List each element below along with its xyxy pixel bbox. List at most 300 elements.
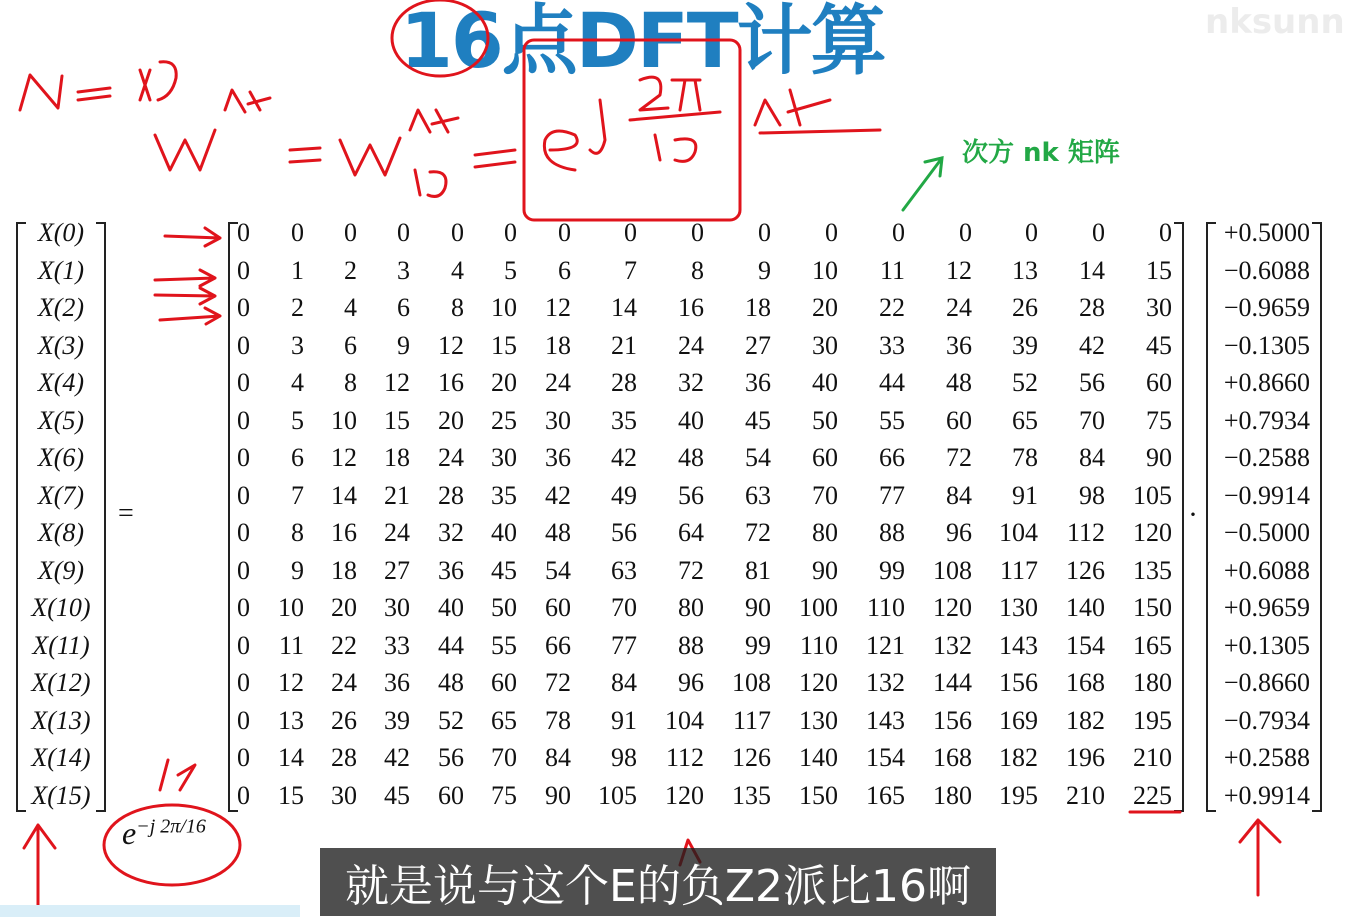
matrix-cell: 154 (866, 743, 905, 772)
matrix-cell: 98 (611, 743, 637, 772)
matrix-cell: 33 (384, 630, 410, 660)
multiply-dot: · (1188, 498, 1198, 531)
hw-16 (140, 62, 176, 100)
value-cell: −0.1305 (1223, 330, 1310, 360)
matrix-cell: 55 (491, 630, 517, 660)
matrix-cell: 39 (384, 705, 410, 735)
x-label: X(13) (31, 705, 91, 735)
x-label: X(11) (32, 630, 90, 660)
matrix-cell: 10 (491, 293, 517, 322)
matrix-cell: 22 (331, 630, 357, 660)
value-cell: +0.7934 (1223, 405, 1310, 435)
matrix-cell: 81 (745, 555, 771, 585)
matrix-cell: 7 (624, 255, 637, 285)
matrix-cell: 110 (866, 593, 905, 622)
hw-j (590, 100, 605, 153)
hw-nk2 (410, 110, 458, 132)
x-label: X(4) (37, 368, 85, 397)
matrix-cell: 39 (1012, 330, 1038, 360)
matrix-cell: 0 (624, 218, 637, 247)
matrix-cell: 36 (745, 368, 771, 397)
x-label: X(3) (37, 330, 85, 360)
subtitle-caption: 就是说与这个E的负Z2派比16啊 (320, 848, 996, 916)
x-label: X(15) (31, 780, 91, 810)
matrix-cell: 0 (558, 218, 571, 247)
hw-fracbar (630, 112, 720, 120)
matrix-cell: 12 (946, 255, 972, 285)
matrix-cell: 120 (1133, 518, 1172, 547)
matrix-cell: 40 (438, 593, 464, 622)
twiddle-formula (122, 815, 206, 852)
matrix-cell: 0 (237, 218, 250, 247)
formula-exponent: −j 2π/16 (136, 815, 206, 838)
matrix-cell: 0 (892, 218, 905, 247)
matrix-cell: 30 (812, 330, 838, 360)
matrix-cell: 24 (438, 443, 464, 472)
matrix-cell: 12 (278, 668, 304, 697)
green-arrow (903, 158, 942, 210)
matrix-cell: 9 (291, 555, 304, 585)
matrix-cell: 104 (999, 518, 1038, 547)
matrix-cell: 100 (799, 593, 838, 622)
matrix-cell: 52 (1012, 368, 1038, 397)
x-label: X(8) (37, 518, 85, 547)
matrix-cell: 60 (438, 780, 464, 810)
matrix-cell: 28 (438, 480, 464, 510)
matrix-cell: 24 (678, 330, 704, 360)
matrix-cell: 80 (812, 518, 838, 547)
matrix-cell: 36 (946, 330, 972, 360)
matrix-cell: 108 (732, 668, 771, 697)
matrix-cell: 90 (745, 593, 771, 622)
value-cell: +0.9659 (1223, 593, 1310, 622)
watermark: nksunn (1205, 2, 1345, 42)
matrix-cell: 13 (1012, 255, 1038, 285)
matrix-cell: 72 (678, 555, 704, 585)
matrix-cell: 0 (691, 218, 704, 247)
matrix-cell: 0 (758, 218, 771, 247)
annotation-label: 次方 nk 矩阵 (962, 138, 1120, 168)
matrix-cell: 8 (291, 518, 304, 547)
matrix-cell: 0 (344, 218, 357, 247)
matrix-cell: 75 (1146, 405, 1172, 435)
matrix-cell: 75 (491, 780, 517, 810)
matrix-cell: 195 (999, 780, 1038, 810)
x-label: X(9) (37, 555, 85, 585)
matrix-cell: 60 (491, 668, 517, 697)
matrix-cell: 33 (879, 330, 905, 360)
x-label: X(5) (37, 405, 85, 435)
matrix-cell: 24 (545, 368, 571, 397)
matrix-cell: 180 (933, 780, 972, 810)
matrix-cell: 15 (1146, 255, 1172, 285)
matrix-cell: 90 (545, 780, 571, 810)
matrix-cell: 112 (1066, 518, 1105, 547)
matrix-cell: 12 (438, 330, 464, 360)
matrix-cell: 84 (1079, 443, 1105, 472)
matrix-cell: 126 (1066, 555, 1105, 585)
matrix-cell: 32 (438, 518, 464, 547)
matrix-cell: 40 (678, 405, 704, 435)
matrix-cell: 42 (1079, 330, 1105, 360)
matrix-cell: 45 (491, 555, 517, 585)
matrix-cell: 65 (1012, 405, 1038, 435)
value-cell: +0.6088 (1223, 555, 1310, 585)
matrix-cell: 42 (611, 443, 637, 472)
matrix-cell: 0 (237, 255, 250, 285)
matrix-cell: 13 (278, 705, 304, 735)
matrix-cell: 0 (237, 480, 250, 510)
hw-W2 (340, 138, 400, 175)
x-label: X(6) (37, 443, 85, 472)
matrix-cell: 15 (491, 330, 517, 360)
matrix-cell: 225 (1133, 780, 1172, 810)
matrix-cell: 18 (745, 293, 771, 322)
matrix-cell: 25 (491, 405, 517, 435)
matrix-cell: 72 (946, 443, 972, 472)
matrix-cell: 48 (678, 443, 704, 472)
matrix-cell: 0 (237, 780, 250, 810)
matrix-cell: 45 (1146, 330, 1172, 360)
bottom-strip (0, 905, 300, 917)
matrix-cell: 30 (491, 443, 517, 472)
matrix-cell: 99 (745, 630, 771, 660)
matrix-cell: 105 (598, 780, 637, 810)
matrix-cell: 90 (812, 555, 838, 585)
matrix-cell: 156 (999, 668, 1038, 697)
matrix-cell: 52 (438, 705, 464, 735)
matrix-cell: 120 (665, 780, 704, 810)
x-label: X(12) (31, 668, 91, 697)
matrix-cell: 7 (291, 480, 304, 510)
matrix-cell: 135 (732, 780, 771, 810)
matrix-cell: 0 (237, 555, 250, 585)
matrix-cell: 84 (946, 480, 972, 510)
matrix-cell: 182 (1066, 705, 1105, 735)
matrix-cell: 0 (1159, 218, 1172, 247)
matrix-cell: 0 (237, 630, 250, 660)
matrix-cell: 77 (611, 630, 637, 660)
matrix-cell: 70 (812, 480, 838, 510)
matrix-cell: 20 (438, 405, 464, 435)
matrix-cell: 65 (491, 705, 517, 735)
matrix-cell: 182 (999, 743, 1038, 772)
x-label: X(7) (37, 480, 85, 510)
matrix-cell: 56 (438, 743, 464, 772)
matrix-cell: 120 (799, 668, 838, 697)
value-cell: −0.6088 (1223, 255, 1310, 285)
matrix-cell: 4 (451, 255, 464, 285)
matrix-cell: 16 (331, 518, 357, 547)
matrix-cell: 150 (1133, 593, 1172, 622)
value-cell: +0.8660 (1223, 368, 1310, 397)
matrix-cell: 20 (491, 368, 517, 397)
matrix-cell: 18 (545, 330, 571, 360)
matrix-cell: 90 (1146, 443, 1172, 472)
matrix-cell: 156 (933, 705, 972, 735)
matrix-cell: 117 (999, 555, 1038, 585)
matrix-cell: 140 (1066, 593, 1105, 622)
matrix-cell: 70 (1079, 405, 1105, 435)
matrix-cell: 180 (1133, 668, 1172, 697)
matrix-cell: 0 (237, 593, 250, 622)
matrix-cell: 0 (825, 218, 838, 247)
matrix-cell: 18 (384, 443, 410, 472)
matrix-cell: 60 (1146, 368, 1172, 397)
matrix-cell: 28 (611, 368, 637, 397)
matrix-cell: 143 (866, 705, 905, 735)
matrix-cell: 12 (545, 293, 571, 322)
matrix-cell: 21 (611, 330, 637, 360)
matrix-cell: 24 (946, 293, 972, 322)
matrix-cell: 88 (879, 518, 905, 547)
matrix-cell: 104 (665, 705, 704, 735)
value-cell: −0.8660 (1223, 668, 1310, 697)
matrix-cell: 130 (799, 705, 838, 735)
matrix-cell: 16 (438, 368, 464, 397)
x-label: X(1) (37, 255, 85, 285)
matrix-cell: 42 (384, 743, 410, 772)
matrix-cell: 45 (745, 405, 771, 435)
value-cell: −0.9659 (1223, 293, 1310, 322)
matrix-cell: 0 (237, 705, 250, 735)
matrix-cell: 28 (1079, 293, 1105, 322)
matrix-cell: 0 (237, 743, 250, 772)
matrix-cell: 36 (545, 443, 571, 472)
matrix-cell: 26 (1012, 293, 1038, 322)
x-label: X(14) (31, 743, 91, 772)
matrix-cell: 0 (1025, 218, 1038, 247)
hw-15 (160, 760, 195, 790)
matrix-cell: 54 (745, 443, 771, 472)
matrix-cell: 30 (545, 405, 571, 435)
matrix-cell: 21 (384, 480, 410, 510)
matrix-cell: 195 (1133, 705, 1172, 735)
matrix-cell: 54 (545, 555, 571, 585)
matrix-cell: 11 (879, 255, 905, 285)
matrix-cell: 32 (678, 368, 704, 397)
matrix-cell: 44 (879, 368, 905, 397)
matrix-cell: 0 (237, 293, 250, 322)
matrix-cell: 64 (678, 518, 704, 547)
matrix-cell: 8 (691, 255, 704, 285)
hw-W1 (155, 130, 215, 170)
matrix-cell: 150 (799, 780, 838, 810)
matrix-cell: 12 (384, 368, 410, 397)
matrix-right-bracket (1174, 222, 1184, 812)
matrix-cell: 10 (278, 593, 304, 622)
matrix-cell: 98 (1079, 480, 1105, 510)
matrix-cell: 48 (438, 668, 464, 697)
matrix-cell: 50 (491, 593, 517, 622)
matrix-cell: 0 (397, 218, 410, 247)
matrix-cell: 4 (344, 293, 357, 322)
matrix-cell: 50 (812, 405, 838, 435)
matrix-cell: 0 (237, 443, 250, 472)
matrix-cell: 42 (545, 480, 571, 510)
hw-nk3 (755, 90, 830, 125)
matrix-cell: 0 (237, 330, 250, 360)
matrix-cell: 63 (611, 555, 637, 585)
value-cell: −0.2588 (1223, 443, 1310, 472)
matrix-cell: 0 (291, 218, 304, 247)
formula-base: e (122, 815, 137, 851)
matrix-cell: 35 (491, 480, 517, 510)
matrix-cell: 0 (504, 218, 517, 247)
matrix-cell: 0 (237, 405, 250, 435)
matrix-cell: 22 (879, 293, 905, 322)
matrix-cell: 70 (611, 593, 637, 622)
matrix-cell: 70 (491, 743, 517, 772)
matrix-cell: 96 (946, 518, 972, 547)
matrix-cell: 3 (291, 330, 304, 360)
matrix-cell: 132 (933, 630, 972, 660)
matrix-cell: 20 (331, 593, 357, 622)
matrix-cell: 0 (237, 518, 250, 547)
matrix-cell: 112 (665, 743, 704, 772)
matrix-cell: 55 (879, 405, 905, 435)
matrix-cell: 168 (1066, 668, 1105, 697)
matrix-cell: 110 (799, 630, 838, 660)
matrix-cell: 72 (545, 668, 571, 697)
matrix-cell: 60 (946, 405, 972, 435)
matrix-cell: 60 (812, 443, 838, 472)
matrix-cell: 9 (758, 255, 771, 285)
matrix-cell: 165 (866, 780, 905, 810)
hw-eq1 (78, 88, 110, 100)
matrix-cell: 121 (866, 630, 905, 660)
hw-16b (415, 170, 446, 196)
matrix-cell: 130 (999, 593, 1038, 622)
value-cell: −0.9914 (1223, 480, 1310, 510)
matrix-cell: 6 (558, 255, 571, 285)
matrix-cell: 12 (331, 443, 357, 472)
matrix-cell: 36 (438, 555, 464, 585)
matrix-cell: 45 (384, 780, 410, 810)
matrix-cell: 140 (799, 743, 838, 772)
matrix-cell: 30 (331, 780, 357, 810)
matrix-cell: 48 (545, 518, 571, 547)
matrix-cell: 108 (933, 555, 972, 585)
hw-arrow-v (1240, 820, 1280, 895)
value-cell: −0.5000 (1223, 518, 1310, 547)
matrix-cell: 14 (331, 480, 357, 510)
value-cell: +0.5000 (1223, 218, 1310, 247)
x-label: X(10) (31, 593, 91, 622)
matrix-cell: 72 (745, 518, 771, 547)
matrix-cell: 1 (291, 255, 304, 285)
matrix-cell: 44 (438, 630, 464, 660)
matrix-cell: 8 (344, 368, 357, 397)
matrix-cell: 6 (291, 443, 304, 472)
matrix-cell: 63 (745, 480, 771, 510)
matrix-cell: 78 (1012, 443, 1038, 472)
matrix-cell: 144 (933, 668, 972, 697)
matrix-cell: 6 (397, 293, 410, 322)
matrix-cell: 30 (384, 593, 410, 622)
matrix-cell: 14 (1079, 255, 1105, 285)
matrix-cell: 15 (384, 405, 410, 435)
matrix-cell: 56 (611, 518, 637, 547)
matrix-cell: 60 (545, 593, 571, 622)
matrix-cell: 18 (331, 555, 357, 585)
matrix-cell: 99 (879, 555, 905, 585)
matrix-cell: 40 (812, 368, 838, 397)
matrix-cell: 28 (331, 743, 357, 772)
matrix-cell: 84 (611, 668, 637, 697)
matrix-cell: 78 (545, 705, 571, 735)
matrix-cell: 210 (1066, 780, 1105, 810)
page-title: 16点DFT计算 (400, 0, 885, 85)
matrix-cell: 48 (946, 368, 972, 397)
matrix-cell: 96 (678, 668, 704, 697)
matrix-cell: 2 (291, 293, 304, 322)
matrix-cell: 15 (278, 780, 304, 810)
matrix-cell: 16 (678, 293, 704, 322)
matrix-cell: 168 (933, 743, 972, 772)
matrix-cell: 27 (745, 330, 771, 360)
matrix-cell: 40 (491, 518, 517, 547)
matrix-cell: 9 (397, 330, 410, 360)
value-cell: −0.7934 (1223, 705, 1310, 735)
hw-arrow-x (24, 825, 55, 905)
matrix-cell: 196 (1066, 743, 1105, 772)
matrix-cell: 26 (331, 705, 357, 735)
matrix-cell: 169 (999, 705, 1038, 735)
equals-sign: = (118, 498, 134, 529)
matrix-cell: 4 (291, 368, 304, 397)
matrix-cell: 0 (959, 218, 972, 247)
matrix-cell: 8 (451, 293, 464, 322)
matrix-cell: 126 (732, 743, 771, 772)
hw-e (544, 131, 577, 170)
matrix-cell: 10 (812, 255, 838, 285)
hw-N (20, 75, 62, 110)
matrix-cell: 56 (1079, 368, 1105, 397)
matrix-cell: 6 (344, 330, 357, 360)
matrix-cell: 56 (678, 480, 704, 510)
matrix-cell: 210 (1133, 743, 1172, 772)
value-cell: +0.1305 (1223, 630, 1310, 660)
matrix-cell: 2 (344, 255, 357, 285)
matrix-cell: 117 (732, 705, 771, 735)
matrix-cell: 66 (545, 630, 571, 660)
matrix-cell: 5 (504, 255, 517, 285)
matrix-cell: 3 (397, 255, 410, 285)
matrix-cell: 0 (1092, 218, 1105, 247)
matrix-cell: 88 (678, 630, 704, 660)
matrix-cell: 5 (291, 405, 304, 435)
matrix-cell: 132 (866, 668, 905, 697)
matrix-cell: 24 (384, 518, 410, 547)
hw-nk1 (225, 90, 270, 112)
matrix-cell: 14 (611, 293, 637, 322)
x-label: X(2) (37, 293, 85, 322)
matrix-cell: 36 (384, 668, 410, 697)
matrix-cell: 24 (331, 668, 357, 697)
matrix-cell: 14 (278, 743, 304, 772)
matrix-cell: 11 (278, 630, 304, 660)
hw-16c (655, 135, 696, 161)
value-cell: +0.9914 (1223, 780, 1310, 810)
matrix-cell: 154 (1066, 630, 1105, 660)
matrix-cell: 135 (1133, 555, 1172, 585)
matrix-cell: 35 (611, 405, 637, 435)
matrix-cell: 84 (545, 743, 571, 772)
matrix-cell: 66 (879, 443, 905, 472)
x-label: X(0) (37, 218, 85, 247)
matrix-cell: 27 (384, 555, 410, 585)
